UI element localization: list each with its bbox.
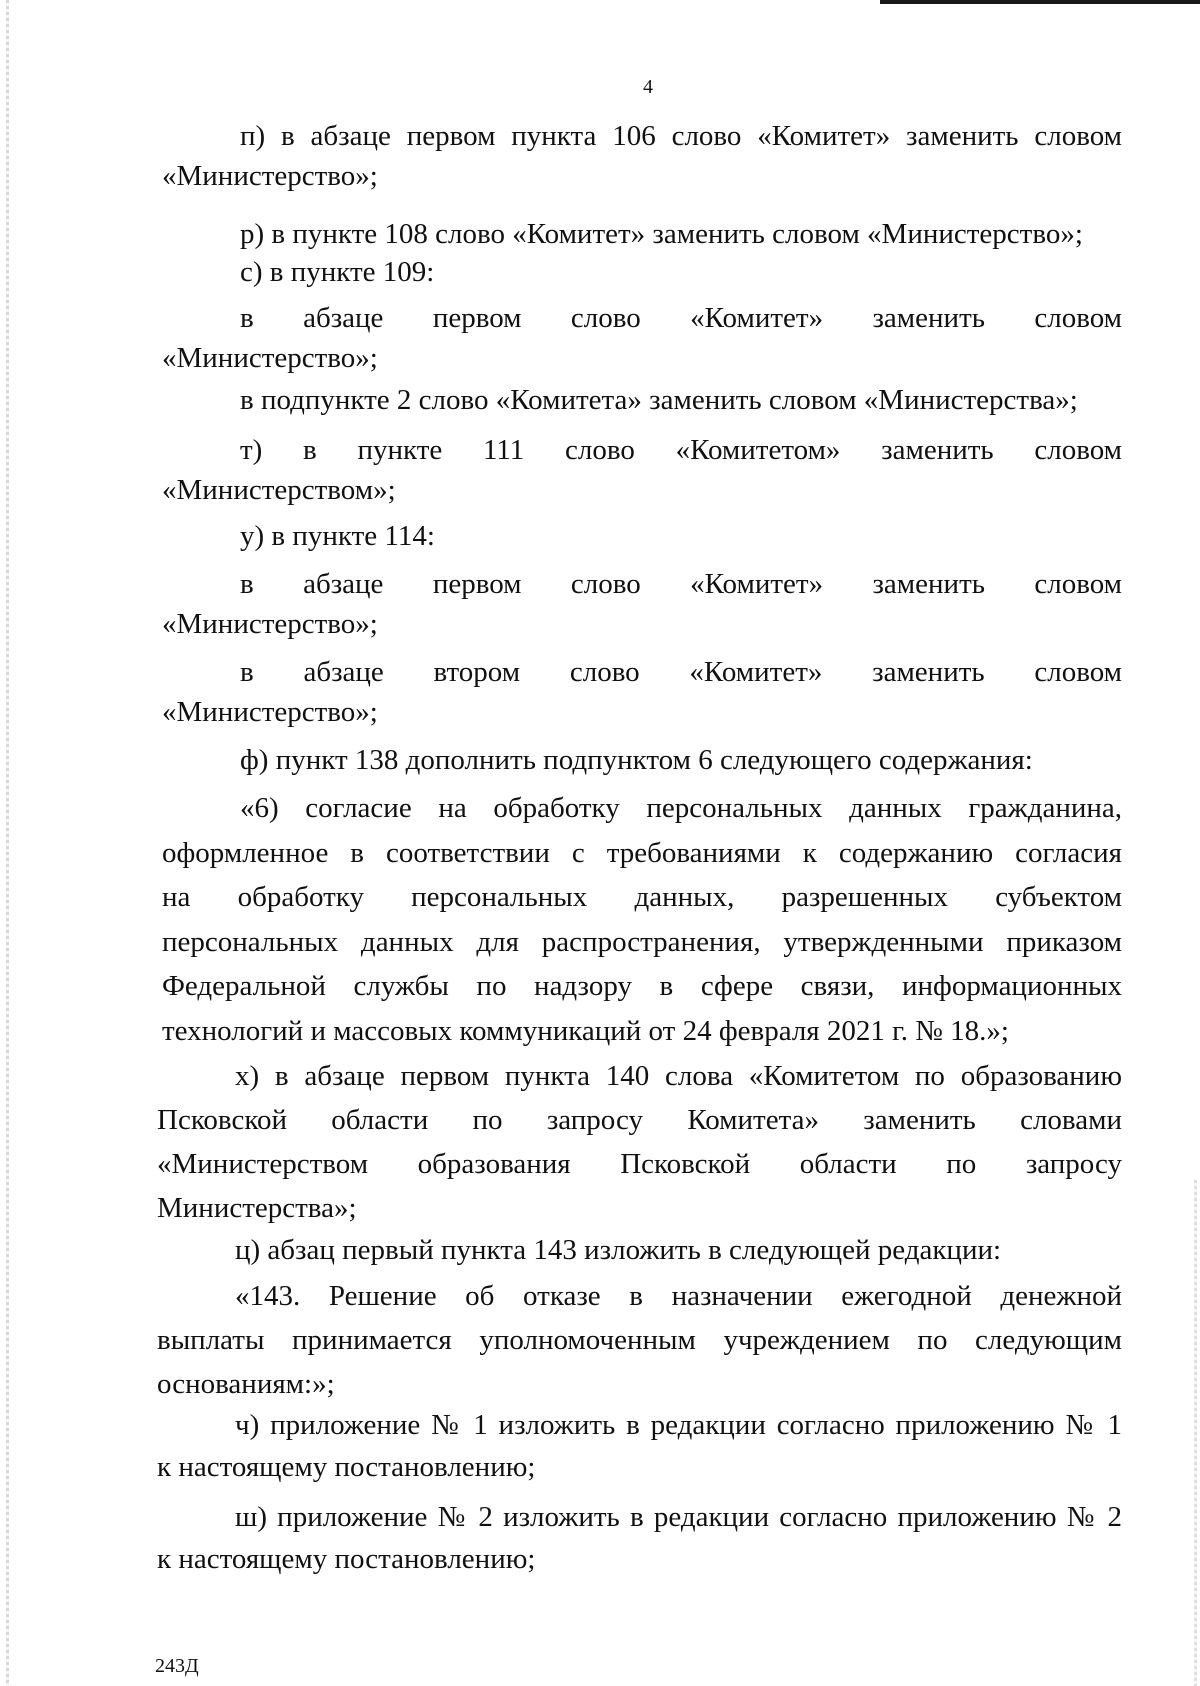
text-line: к настоящему постановлению; (157, 1451, 536, 1483)
paragraph-h (157, 1054, 1122, 1230)
page-number: 4 (643, 76, 653, 98)
text-line: ц) абзац первый пункта 143 изложить в следующей редакции: (235, 1234, 1002, 1266)
text-line: т) в пункте 111 слово «Комитетом» заменить словом (240, 434, 1122, 466)
paragraph-f (162, 740, 1122, 780)
text-line: в абзаце первом слово «Комитет» заменить словом (240, 302, 1122, 334)
text-line: «Министерством образования Псковской области по запросу (157, 1148, 1122, 1180)
text-line: ш) приложение № 2 изложить в редакции согласно приложению № 2 (235, 1501, 1122, 1533)
paragraph-sh (157, 1496, 1122, 1580)
text-line: в абзаце втором слово «Комитет» заменить словом (240, 656, 1122, 688)
document-code: 243Д (155, 1655, 199, 1677)
paragraph-s (162, 252, 1122, 292)
text-line: «Министерство»; (162, 160, 378, 192)
text-line: к настоящему постановлению; (157, 1543, 536, 1575)
paragraph-r (162, 214, 1122, 254)
text-line: «Министерство»; (162, 608, 378, 640)
text-line: ч) приложение № 1 изложить в редакции согласно приложению № 1 (235, 1409, 1122, 1441)
paragraph-p (162, 116, 1122, 196)
text-line: Псковской области по запросу Комитета» заменить словами (157, 1104, 1122, 1136)
text-line: в подпункте 2 слово «Комитета» заменить словом «Министерства»; (240, 384, 1078, 416)
text-line: р) в пункте 108 слово «Комитет» заменить словом «Министерство»; (240, 218, 1083, 250)
text-line: основаниям:»; (157, 1368, 335, 1400)
paragraph-t (162, 430, 1122, 510)
scan-edge-left (6, 0, 9, 1686)
paragraph-ts-quote (157, 1274, 1122, 1406)
text-line: Федеральной службы по надзору в сфере связи, информационных (162, 970, 1122, 1003)
paragraph-s-podpunkt2 (162, 380, 1122, 420)
text-line: «6) согласие на обработку персональных данных гражданина, (240, 792, 1122, 824)
text-line: на обработку персональных данных, разрешенных субъектом (162, 881, 1122, 914)
paragraph-ch (157, 1404, 1122, 1488)
text-line: Министерства»; (157, 1192, 357, 1224)
paragraph-f-quote (162, 786, 1122, 1054)
text-line: «143. Решение об отказе в назначении ежегодной денежной (235, 1280, 1122, 1312)
text-line: у) в пункте 114: (240, 520, 435, 552)
text-line: с) в пункте 109: (240, 256, 435, 288)
paragraph-u-abzac2 (162, 652, 1122, 732)
scan-edge-right (1194, 1180, 1197, 1686)
text-line: «Министерство»; (162, 342, 378, 374)
text-line: «Министерство»; (162, 696, 378, 728)
text-line: выплаты принимается уполномоченным учреждением по следующим (157, 1324, 1122, 1356)
text-line: в абзаце первом слово «Комитет» заменить словом (240, 568, 1122, 600)
paragraph-u-abzac1 (162, 564, 1122, 644)
text-line: оформленное в соответствии с требованиями к содержанию согласия (162, 836, 1122, 869)
paragraph-ts (157, 1230, 1122, 1270)
paragraph-u (162, 516, 1122, 556)
text-line: х) в абзаце первом пункта 140 слова «Комитетом по образованию (235, 1060, 1122, 1092)
text-line: ф) пункт 138 дополнить подпунктом 6 следующего содержания: (240, 744, 1033, 776)
paragraph-s-abzac1 (162, 298, 1122, 378)
text-line: п) в абзаце первом пункта 106 слово «Комитет» заменить словом (240, 120, 1122, 152)
scan-edge-top (880, 0, 1200, 4)
text-line: технологий и массовых коммуникаций от 24 февраля 2021 г. № 18.»; (162, 1014, 1009, 1047)
text-line: персональных данных для распространения, утвержденными приказом (162, 925, 1122, 958)
text-line: «Министерством»; (162, 474, 396, 506)
